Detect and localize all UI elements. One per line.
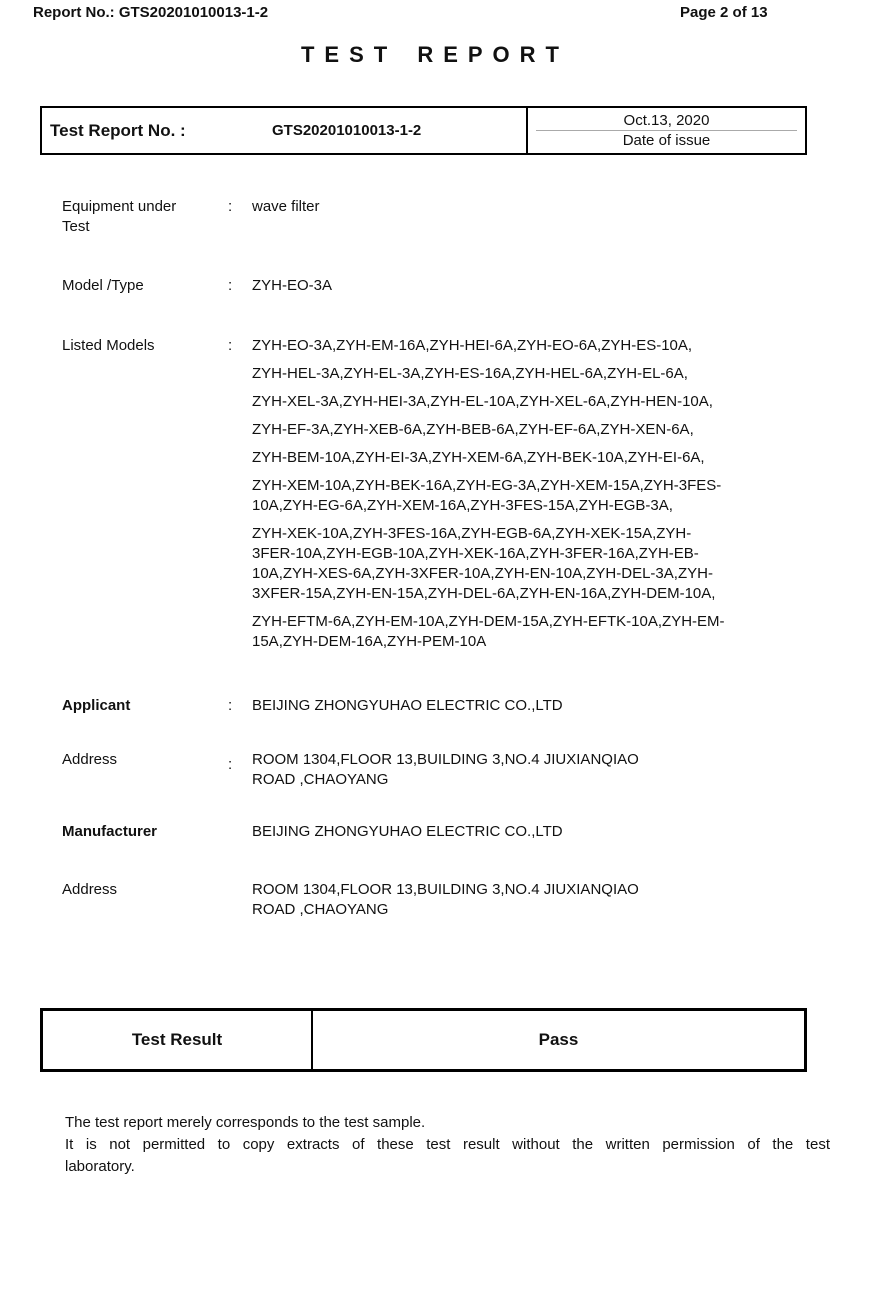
footer-note (65, 1112, 830, 1178)
report-no-label: Test Report No. : (50, 120, 186, 140)
applicant-address-value (252, 750, 830, 790)
model-list-paragraph (252, 448, 830, 468)
manufacturer-label: Manufacturer (62, 823, 158, 840)
model-list-line: ZYH-EO-3A,ZYH-EM-16A,ZYH-HEI-6A,ZYH-EO-6A,ZYH-ES-10A, (252, 337, 693, 354)
address-line: ROAD ,CHAOYANG (252, 771, 389, 788)
model-list-line: ZYH-XEL-3A,ZYH-HEI-3A,ZYH-EL-10A,ZYH-XEL-6A,ZYH-HEN-10A, (252, 393, 713, 410)
model-list-line: 3FER-10A,ZYH-EGB-10A,ZYH-XEK-16A,ZYH-3FER-16A,ZYH-EB- (252, 545, 699, 562)
model-list-line: 15A,ZYH-DEM-16A,ZYH-PEM-10A (252, 633, 487, 650)
manufacturer-address-value (252, 880, 830, 920)
address-line: ROOM 1304,FLOOR 13,BUILDING 3,NO.4 JIUXIANQIAO (252, 881, 639, 898)
model-list-line: 10A,ZYH-EG-6A,ZYH-XEM-16A,ZYH-3FES-15A,ZYH-EGB-3A, (252, 497, 673, 514)
model-list-line: ZYH-EFTM-6A,ZYH-EM-10A,ZYH-DEM-15A,ZYH-EFTK-10A,ZYH-EM- (252, 613, 725, 630)
model-list-line: ZYH-EF-3A,ZYH-XEB-6A,ZYH-BEB-6A,ZYH-EF-6A,ZYH-XEN-6A, (252, 421, 694, 438)
issue-date-value: Oct.13, 2020 (623, 112, 710, 129)
report-number-header: Report No.: GTS20201010013-1-2 (33, 4, 269, 21)
model-list-paragraph (252, 392, 830, 412)
report-number-table (40, 106, 807, 155)
page-title: TEST REPORT (300, 42, 569, 67)
applicant-colon: : (228, 697, 233, 714)
model-list-line: ZYH-HEL-3A,ZYH-EL-3A,ZYH-ES-16A,ZYH-HEL-6A,ZYH-EL-6A, (252, 365, 688, 382)
footer-line-3: laboratory. (65, 1158, 135, 1175)
manufacturer-address-label: Address (62, 881, 118, 898)
model-list-line: 10A,ZYH-XES-6A,ZYH-3XFER-10A,ZYH-EN-10A,ZYH-DEL-3A,ZYH- (252, 565, 713, 582)
test-result-label: Test Result (43, 1011, 313, 1069)
applicant-value: BEIJING ZHONGYUHAO ELECTRIC CO.,LTD (252, 697, 563, 714)
report-no-value: GTS20201010013-1-2 (272, 122, 422, 139)
footer-line-2: It is not permitted to copy extracts of these test result without the written permission of the test (65, 1136, 830, 1153)
model-list-paragraph (252, 612, 830, 652)
model-list-line: 3XFER-15A,ZYH-EN-15A,ZYH-DEL-6A,ZYH-EN-16A,ZYH-DEM-10A, (252, 585, 716, 602)
equipment-colon: : (228, 198, 233, 215)
model-list-paragraph (252, 476, 830, 516)
model-list-line: ZYH-XEK-10A,ZYH-3FES-16A,ZYH-EGB-6A,ZYH-XEK-15A,ZYH- (252, 525, 692, 542)
applicant-label: Applicant (62, 697, 131, 714)
footer-line-1: The test report merely corresponds to the test sample. (65, 1114, 426, 1131)
listed-models-colon: : (228, 337, 233, 354)
date-of-issue-cell (528, 108, 805, 153)
date-of-issue-label: Date of issue (622, 132, 711, 149)
manufacturer-value: BEIJING ZHONGYUHAO ELECTRIC CO.,LTD (252, 823, 563, 840)
model-list-paragraph (252, 336, 830, 356)
model-list-line: ZYH-BEM-10A,ZYH-EI-3A,ZYH-XEM-6A,ZYH-BEK-10A,ZYH-EI-6A, (252, 449, 705, 466)
model-list-line: ZYH-XEM-10A,ZYH-BEK-16A,ZYH-EG-3A,ZYH-XEM-15A,ZYH-3FES- (252, 477, 722, 494)
listed-models-value (252, 336, 830, 652)
listed-models-label: Listed Models (62, 337, 155, 354)
address-line: ROOM 1304,FLOOR 13,BUILDING 3,NO.4 JIUXIANQIAO (252, 751, 639, 768)
address-line: ROAD ,CHAOYANG (252, 901, 389, 918)
equipment-label: Equipment under Test (62, 198, 177, 235)
test-result-value: Pass (538, 1030, 579, 1049)
model-list-paragraph (252, 524, 830, 604)
model-colon: : (228, 277, 233, 294)
applicant-address-colon: : (228, 756, 233, 773)
model-label: Model /Type (62, 277, 144, 294)
test-result-table (40, 1008, 807, 1072)
page-indicator: Page 2 of 13 (680, 4, 768, 21)
model-value: ZYH-EO-3A (252, 277, 333, 294)
model-list-paragraph (252, 420, 830, 440)
applicant-address-label: Address (62, 751, 118, 768)
model-list-paragraph (252, 364, 830, 384)
equipment-value: wave filter (252, 198, 320, 215)
report-number-cell (42, 108, 528, 153)
